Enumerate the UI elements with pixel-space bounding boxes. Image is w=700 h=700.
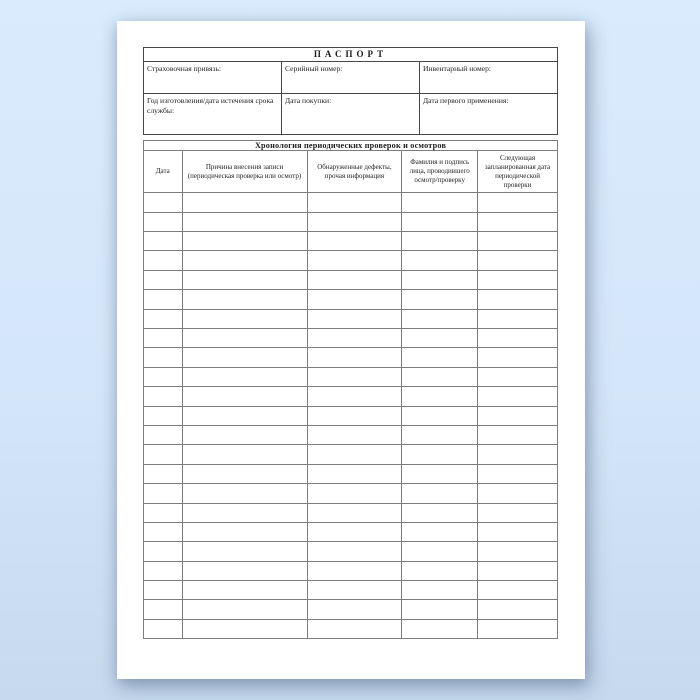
log-row [144, 212, 558, 231]
log-row [144, 290, 558, 309]
log-cell [478, 561, 558, 580]
log-cell [182, 290, 307, 309]
log-cell [307, 425, 402, 444]
log-cell [307, 600, 402, 619]
log-cell [182, 561, 307, 580]
log-cell [144, 581, 183, 600]
log-cell [478, 367, 558, 386]
log-cell [182, 193, 307, 212]
column-header-defects: Обнаруженные дефекты, прочая информация [307, 151, 402, 193]
log-cell [144, 328, 183, 347]
column-header-inspector: Фамилия и подпись лица, проводившего осмотр/проверку [402, 151, 478, 193]
log-cell [307, 561, 402, 580]
log-cell [307, 503, 402, 522]
log-cell [307, 193, 402, 212]
log-cell [478, 232, 558, 251]
log-cell [182, 619, 307, 638]
log-cell [478, 212, 558, 231]
log-row [144, 503, 558, 522]
log-cell [478, 600, 558, 619]
log-cell [478, 348, 558, 367]
log-cell [402, 328, 478, 347]
log-cell [402, 232, 478, 251]
log-cell [402, 522, 478, 541]
log-cell [182, 309, 307, 328]
log-row [144, 542, 558, 561]
log-cell [478, 270, 558, 289]
log-row [144, 251, 558, 270]
log-cell [307, 309, 402, 328]
log-cell [402, 503, 478, 522]
passport-row-1 [144, 62, 558, 94]
log-cell [182, 522, 307, 541]
log-cell [402, 193, 478, 212]
log-cell [402, 484, 478, 503]
log-row [144, 425, 558, 444]
log-cell [307, 581, 402, 600]
field-safety-harness: Страховочная привязь: [144, 62, 282, 94]
log-cell [402, 406, 478, 425]
log-cell [182, 425, 307, 444]
inspection-log-title-row [144, 141, 558, 151]
log-cell [478, 619, 558, 638]
log-cell [478, 251, 558, 270]
log-cell [182, 484, 307, 503]
log-cell [182, 212, 307, 231]
log-cell [402, 367, 478, 386]
passport-title: ПАСПОРТ [144, 48, 558, 62]
log-cell [307, 212, 402, 231]
log-cell [478, 290, 558, 309]
log-cell [307, 270, 402, 289]
passport-section [143, 47, 558, 135]
log-cell [144, 387, 183, 406]
log-cell [182, 328, 307, 347]
log-cell [402, 387, 478, 406]
inspection-log-section [143, 140, 558, 639]
log-cell [307, 328, 402, 347]
log-cell [182, 348, 307, 367]
log-cell [307, 387, 402, 406]
log-cell [402, 464, 478, 483]
log-cell [144, 600, 183, 619]
log-cell [307, 445, 402, 464]
log-cell [307, 232, 402, 251]
log-cell [144, 522, 183, 541]
log-cell [182, 581, 307, 600]
document-page [117, 21, 585, 679]
log-row [144, 232, 558, 251]
log-cell [307, 542, 402, 561]
log-row [144, 464, 558, 483]
log-cell [478, 193, 558, 212]
log-cell [402, 600, 478, 619]
log-cell [402, 561, 478, 580]
log-cell [182, 367, 307, 386]
log-cell [182, 503, 307, 522]
log-cell [402, 309, 478, 328]
log-cell [478, 581, 558, 600]
log-cell [478, 328, 558, 347]
log-cell [144, 561, 183, 580]
log-cell [402, 270, 478, 289]
log-cell [478, 522, 558, 541]
log-cell [307, 367, 402, 386]
inspection-log-body [144, 193, 558, 639]
log-cell [182, 445, 307, 464]
log-cell [144, 193, 183, 212]
log-row [144, 309, 558, 328]
log-cell [307, 522, 402, 541]
log-cell [402, 619, 478, 638]
log-row [144, 581, 558, 600]
log-cell [402, 290, 478, 309]
log-cell [402, 581, 478, 600]
column-header-next-date: Следующая запланированная дата периодической проверки [478, 151, 558, 193]
log-cell [182, 542, 307, 561]
log-row [144, 348, 558, 367]
log-cell [144, 445, 183, 464]
inspection-log-title: Хронология периодических проверок и осмотров [144, 141, 558, 151]
log-cell [478, 445, 558, 464]
log-cell [144, 425, 183, 444]
field-purchase-date: Дата покупки: [282, 94, 420, 135]
log-cell [144, 232, 183, 251]
log-cell [402, 212, 478, 231]
log-row [144, 367, 558, 386]
log-cell [307, 348, 402, 367]
log-cell [182, 600, 307, 619]
log-row [144, 387, 558, 406]
log-cell [478, 387, 558, 406]
log-row [144, 561, 558, 580]
column-header-date: Дата [144, 151, 183, 193]
log-row [144, 600, 558, 619]
log-row [144, 328, 558, 347]
log-row [144, 484, 558, 503]
log-cell [144, 367, 183, 386]
log-cell [144, 212, 183, 231]
log-cell [182, 232, 307, 251]
field-manufacture-year: Год изготовления/дата истечения срока службы: [144, 94, 282, 135]
field-inventory-number: Инвентарный номер: [420, 62, 558, 94]
log-row [144, 406, 558, 425]
log-cell [307, 406, 402, 425]
log-cell [144, 503, 183, 522]
log-cell [182, 406, 307, 425]
log-cell [478, 484, 558, 503]
log-cell [478, 406, 558, 425]
log-cell [182, 270, 307, 289]
log-row [144, 270, 558, 289]
log-cell [402, 445, 478, 464]
log-cell [307, 484, 402, 503]
log-row [144, 619, 558, 638]
log-cell [307, 464, 402, 483]
log-cell [182, 251, 307, 270]
log-row [144, 445, 558, 464]
log-cell [144, 619, 183, 638]
log-cell [144, 542, 183, 561]
log-cell [182, 387, 307, 406]
inspection-log-header-row [144, 151, 558, 193]
log-cell [144, 251, 183, 270]
log-cell [182, 464, 307, 483]
passport-title-row [144, 48, 558, 62]
log-cell [144, 290, 183, 309]
log-cell [144, 270, 183, 289]
log-cell [144, 464, 183, 483]
log-cell [144, 406, 183, 425]
log-cell [144, 348, 183, 367]
log-cell [144, 484, 183, 503]
log-cell [307, 619, 402, 638]
field-first-use-date: Дата первого применения: [420, 94, 558, 135]
log-cell [478, 464, 558, 483]
log-cell [307, 251, 402, 270]
log-row [144, 522, 558, 541]
passport-row-2 [144, 94, 558, 135]
log-cell [478, 503, 558, 522]
log-cell [402, 251, 478, 270]
log-cell [402, 542, 478, 561]
log-cell [478, 542, 558, 561]
log-cell [144, 309, 183, 328]
log-cell [402, 425, 478, 444]
log-cell [307, 290, 402, 309]
log-cell [478, 309, 558, 328]
column-header-reason: Причина внесения записи (периодическая проверка или осмотр) [182, 151, 307, 193]
log-cell [478, 425, 558, 444]
log-row [144, 193, 558, 212]
log-cell [402, 348, 478, 367]
field-serial-number: Серийный номер: [282, 62, 420, 94]
